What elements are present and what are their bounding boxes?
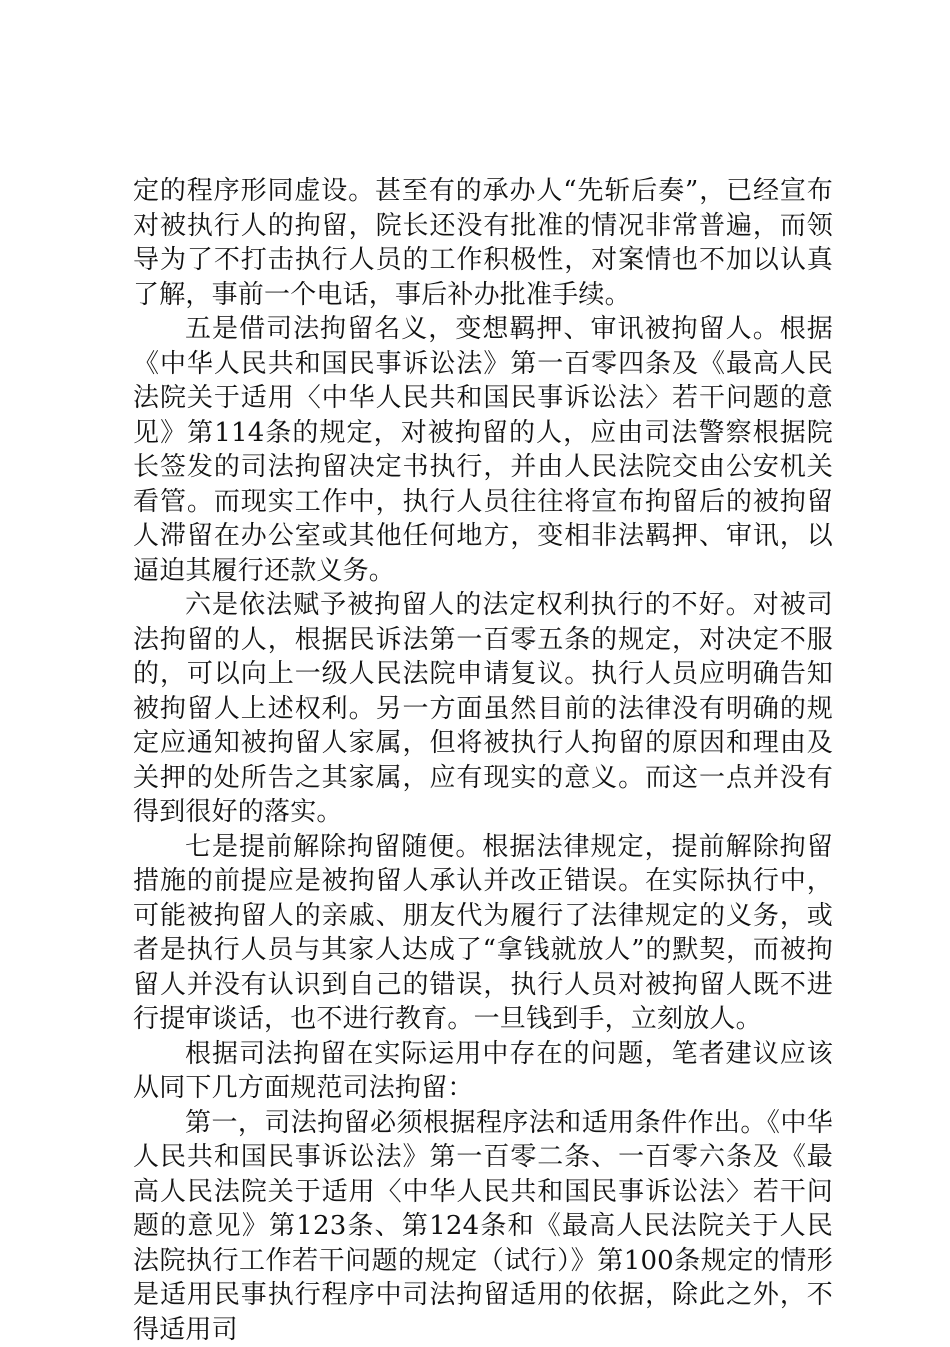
paragraph-continued: 定的程序形同虚设。甚至有的承办人“先斩后奏”，已经宣布对被执行人的拘留，院长还没有批准的情况非常普遍，而领导为了不打击执行人员的工作积极性，对案情也不加以认真了解，事前一个电话，事后补办批准手续。	[133, 174, 833, 312]
paragraph-suggestion-intro: 根据司法拘留在实际运用中存在的问题，笔者建议应该从同下几方面规范司法拘留：	[133, 1037, 833, 1106]
paragraph-item-5: 五是借司法拘留名义，变想羁押、审讯被拘留人。根据《中华人民共和国民事诉讼法》第一百零四条及《最高人民法院关于适用〈中华人民共和国民事诉讼法〉若干问题的意见》第114条的规定，对被拘留的人，应由司法警察根据院长签发的司法拘留决定书执行，并由人民法院交由公安机关看管。而现实工作中，执行人员往往将宣布拘留后的被拘留人滞留在办公室或其他任何地方，变相非法羁押、审讯，以逼迫其履行还款义务。	[133, 312, 833, 588]
paragraph-item-7: 七是提前解除拘留随便。根据法律规定，提前解除拘留措施的前提应是被拘留人承认并改正错误。在实际执行中，可能被拘留人的亲戚、朋友代为履行了法律规定的义务，或者是执行人员与其家人达成了“拿钱就放人”的默契，而被拘留人并没有认识到自己的错误，执行人员对被拘留人既不进行提审谈话，也不进行教育。一旦钱到手，立刻放人。	[133, 830, 833, 1037]
paragraph-suggestion-1: 第一，司法拘留必须根据程序法和适用条件作出。《中华人民共和国民事诉讼法》第一百零二条、一百零六条及《最高人民法院关于适用〈中华人民共和国民事诉讼法〉若干问题的意见》第123条、第124条和《最高人民法院关于人民法院执行工作若干问题的规定（试行）》第100条规定的情形是适用民事执行程序中司法拘留适用的依据，除此之外，不得适用司	[133, 1106, 833, 1347]
paragraph-item-6: 六是依法赋予被拘留人的法定权利执行的不好。对被司法拘留的人，根据民诉法第一百零五条的规定，对决定不服的，可以向上一级人民法院申请复议。执行人员应明确告知被拘留人上述权利。另一方面虽然目前的法律没有明确的规定应通知被拘留人家属，但将被执行人拘留的原因和理由及关押的处所告之其家属，应有现实的意义。而这一点并没有得到很好的落实。	[133, 588, 833, 830]
document-body	[133, 174, 833, 1347]
